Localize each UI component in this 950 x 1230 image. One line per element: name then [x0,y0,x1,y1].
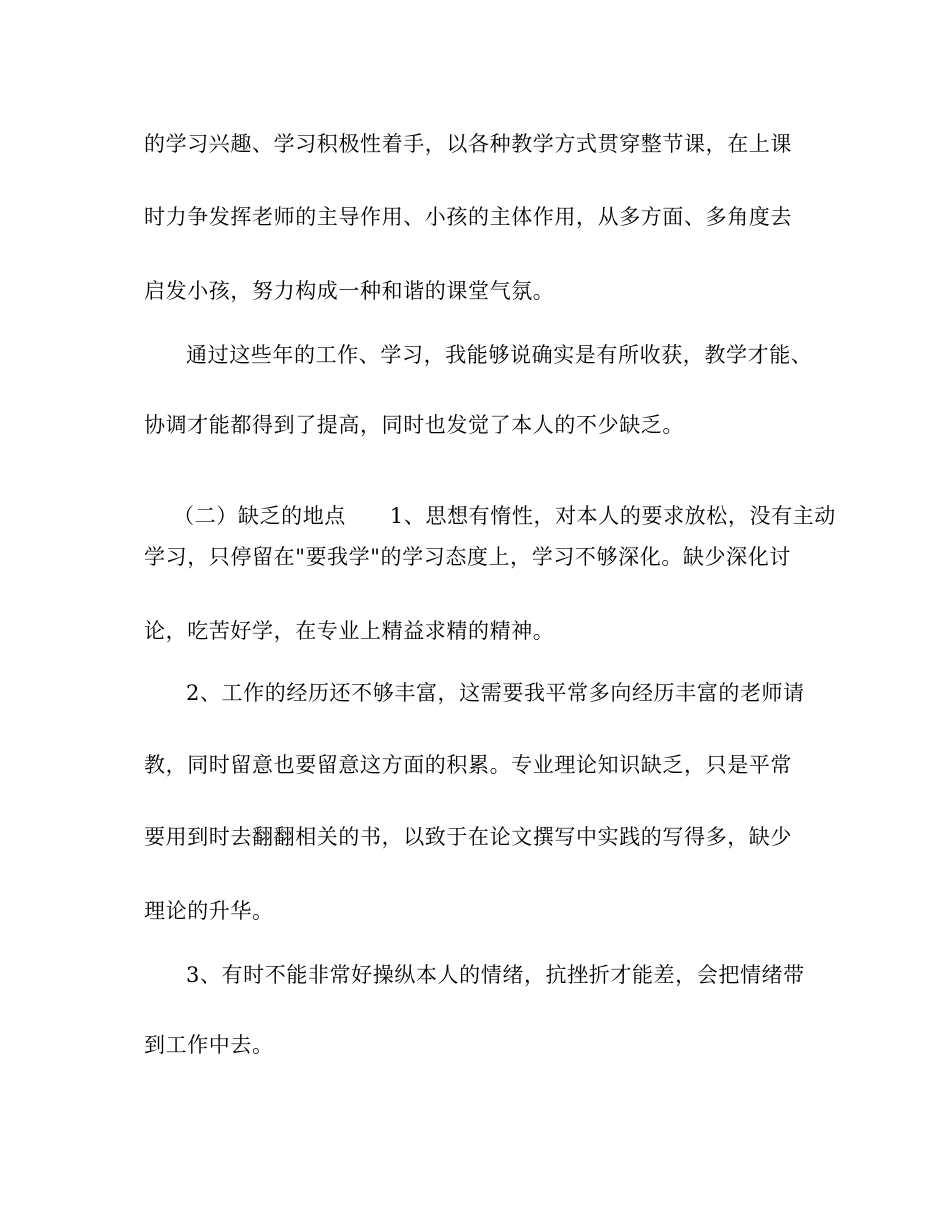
paragraph-line: 2、工作的经历还不够丰富，这需要我平常多向经历丰富的老师请 [186,681,805,705]
paragraph-line: 到工作中去。 [144,1033,274,1057]
paragraph-line: 学习，只停留在"要我学"的学习态度上，学习不够深化。缺少深化讨 [144,545,791,569]
paragraph-line: 教，同时留意也要留意这方面的积累。专业理论知识缺乏，只是平常 [144,753,792,777]
paragraph-line: 要用到时去翻翻相关的书，以致于在论文撰写中实践的写得多，缺少 [144,825,792,849]
paragraph-line: 通过这些年的工作、学习，我能够说确实是有所收获，教学才能、 [186,343,813,367]
paragraph-line: 3、有时不能非常好操纵本人的情绪，抗挫折才能差，会把情绪带 [186,963,805,987]
paragraph-line: 时力争发挥老师的主导作用、小孩的主体作用，从多方面、多角度去 [144,205,792,229]
paragraph-line: 理论的升华。 [144,899,274,923]
section-heading: （二）缺乏的地点 [173,504,346,528]
section-first-line: 1、思想有惰性，对本人的要求放松，没有主动 [389,504,836,528]
paragraph-line: 启发小孩，努力构成一种和谐的课堂气氛。 [144,279,555,303]
paragraph-line: 论，吃苦好学，在专业上精益求精的精神。 [144,619,555,643]
paragraph-line: 的学习兴趣、学习积极性着手，以各种教学方式贯穿整节课，在上课 [144,132,792,156]
paragraph-line: 协调才能都得到了提高，同时也发觉了本人的不少缺乏。 [144,413,684,437]
